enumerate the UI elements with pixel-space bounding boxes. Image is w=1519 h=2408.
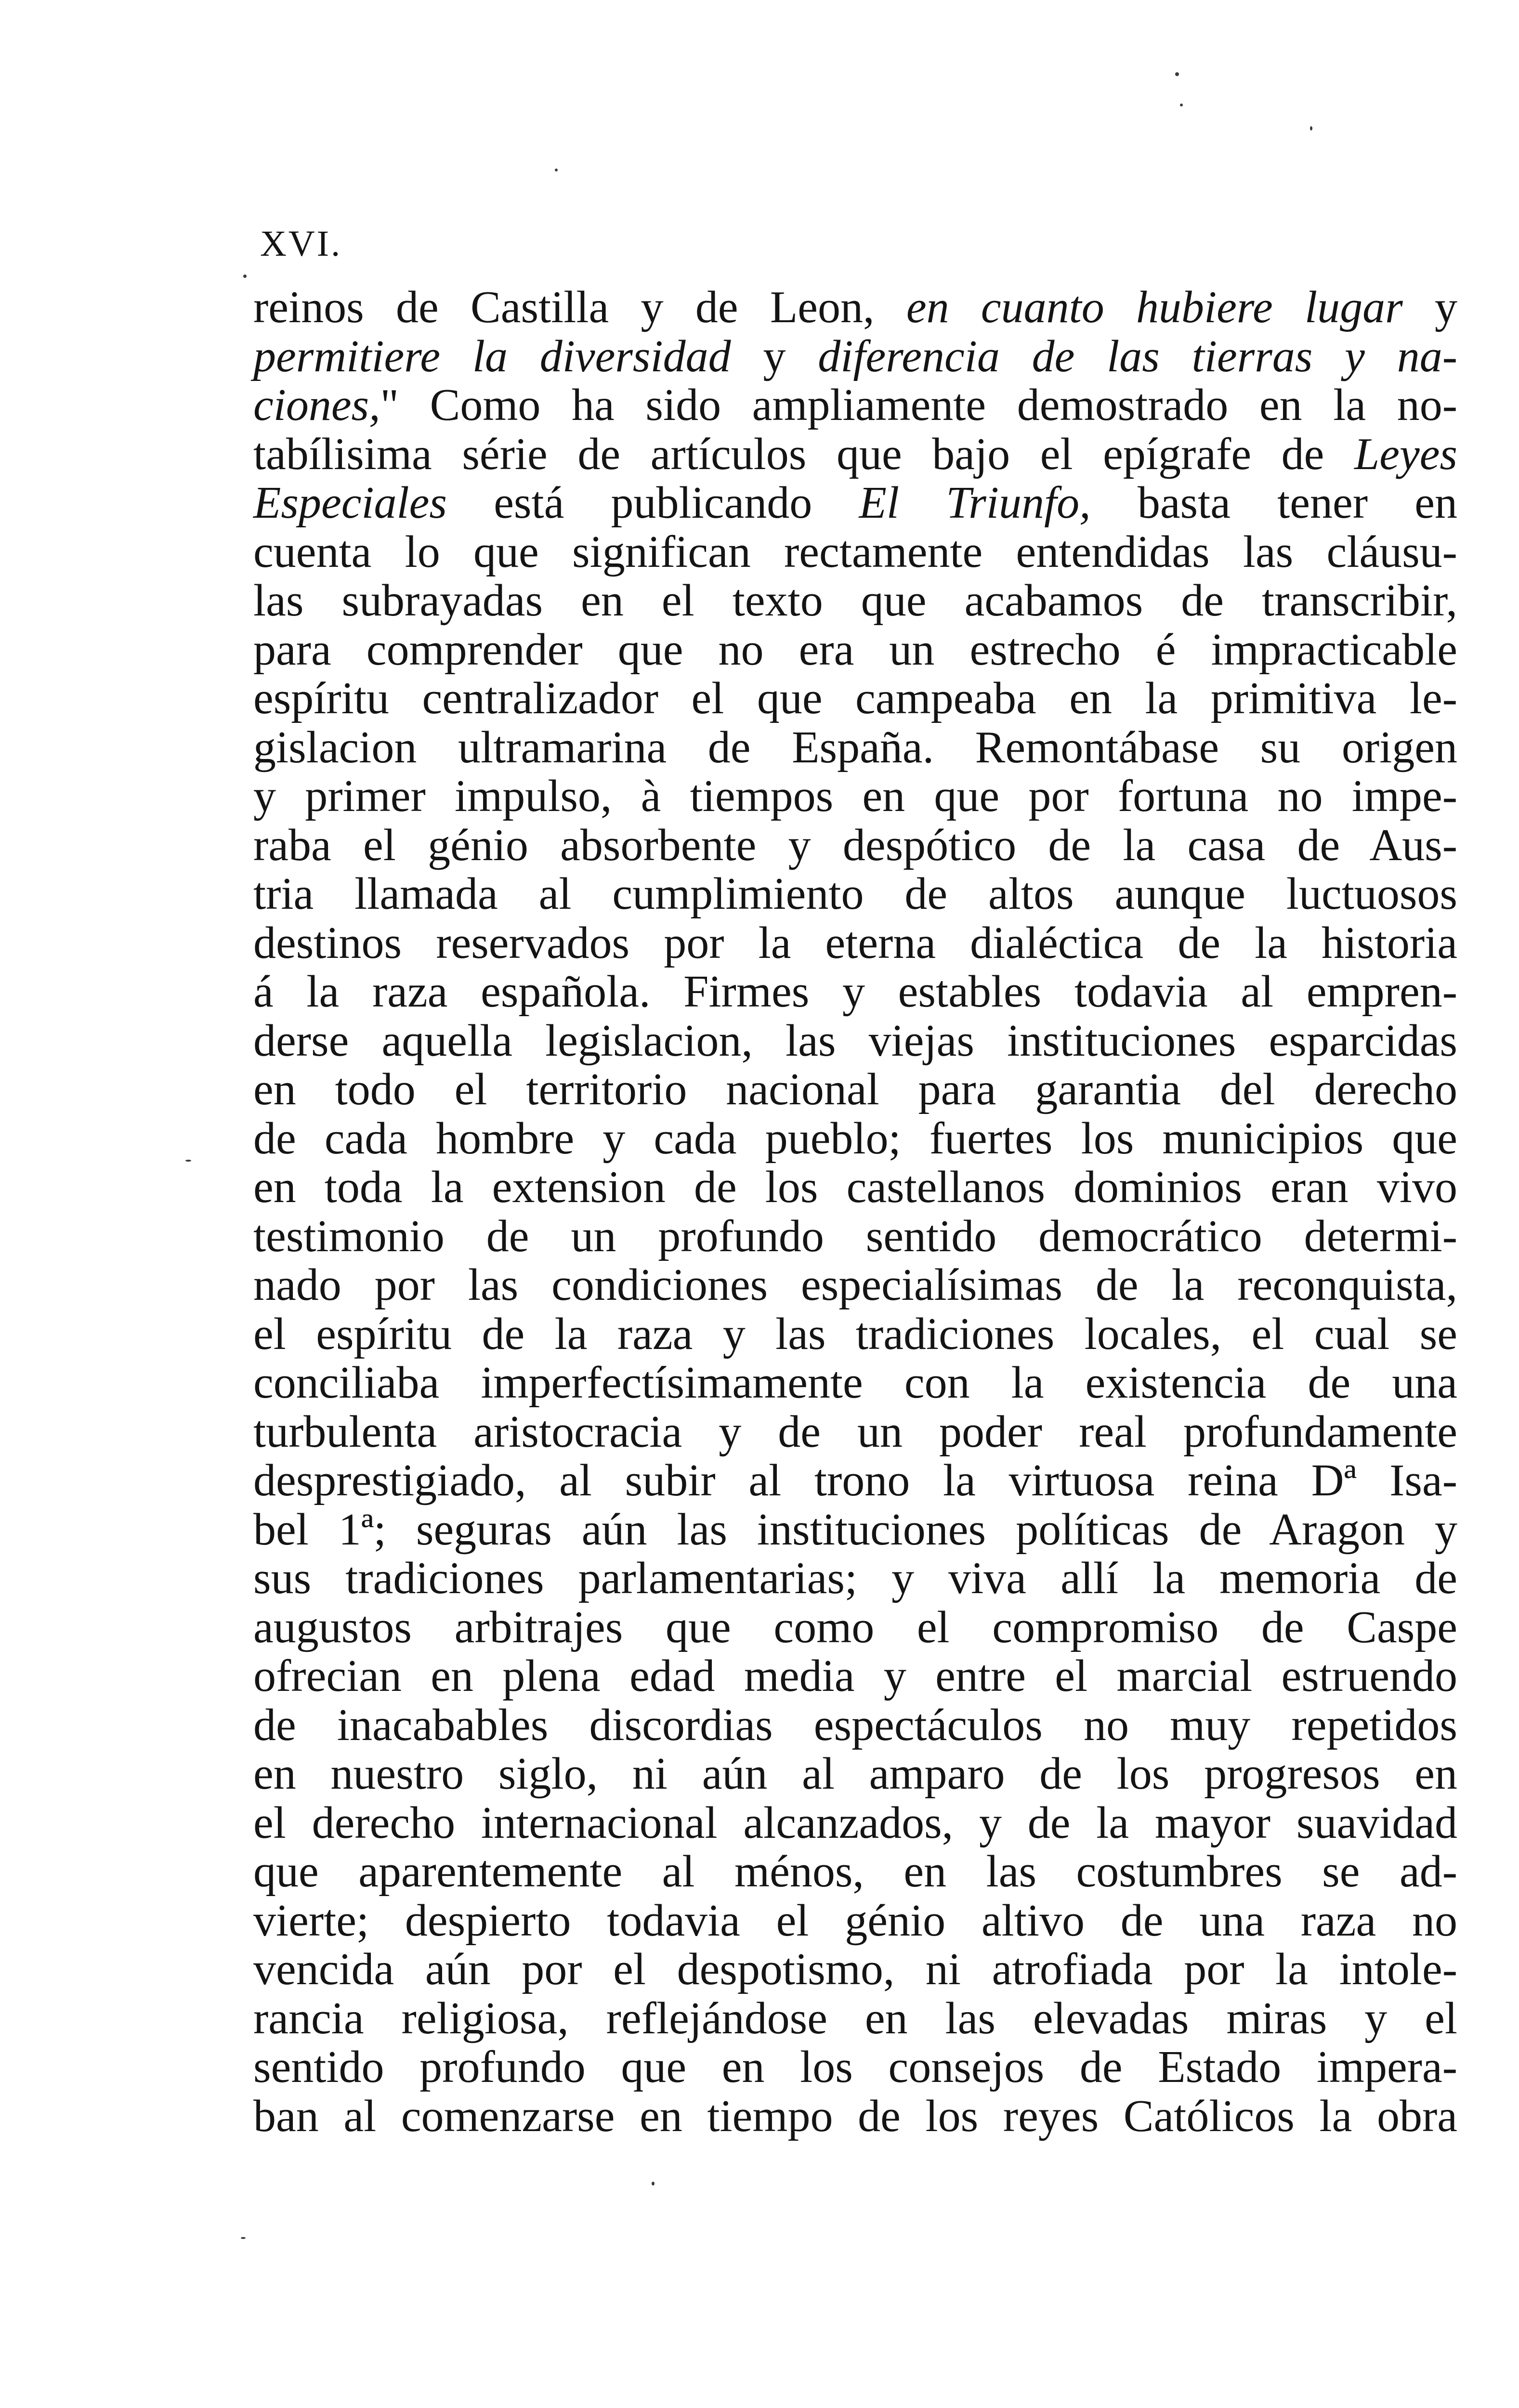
text-run: de cada hombre y cada pueblo; fuertes los municipios que bbox=[253, 1113, 1457, 1164]
text-line bbox=[253, 1114, 1457, 1164]
text-run: reinos de Castilla y de Leon, bbox=[253, 282, 906, 332]
scan-speck bbox=[1175, 72, 1179, 76]
scan-speck bbox=[652, 2182, 655, 2186]
text-line bbox=[253, 1310, 1457, 1359]
text-line bbox=[253, 1603, 1457, 1652]
text-run: rancia religiosa, reflejándose en las elevadas miras y el bbox=[253, 1993, 1457, 2043]
text-line bbox=[253, 626, 1457, 675]
text-run: las subrayadas en el texto que acabamos de transcribir, bbox=[253, 576, 1457, 626]
text-run: desprestigiado, al subir al trono la virtuosa reina Dª Isa- bbox=[253, 1455, 1457, 1505]
text-line bbox=[253, 1994, 1457, 2043]
text-line bbox=[253, 919, 1457, 968]
italic-text: Especiales bbox=[253, 478, 447, 528]
text-run: testimonio de un profundo sentido democrático determi- bbox=[253, 1211, 1457, 1261]
text-run: tabílisima série de artículos que bajo el epígrafe de bbox=[253, 429, 1354, 479]
italic-text: permitiere la diversidad bbox=[253, 331, 731, 381]
text-line bbox=[253, 332, 1457, 381]
italic-text: El Triunfo, bbox=[859, 478, 1091, 528]
text-line bbox=[253, 1945, 1457, 1994]
scan-speck bbox=[185, 1160, 191, 1162]
text-run: sentido profundo que en los consejos de Estado impera- bbox=[253, 2042, 1457, 2092]
italic-text: ciones, bbox=[253, 380, 380, 430]
text-run: tria llamada al cumplimiento de altos aunque luctuosos bbox=[253, 869, 1457, 919]
text-run: en toda la extension de los castellanos dominios eran vivo bbox=[253, 1162, 1457, 1212]
text-line bbox=[253, 1017, 1457, 1066]
text-run: nado por las condiciones especialísimas de la reconquista, bbox=[253, 1260, 1457, 1310]
text-run: á la raza española. Firmes y estables todavia al empren- bbox=[253, 967, 1457, 1017]
text-line bbox=[253, 1261, 1457, 1310]
scan-speck bbox=[1310, 126, 1312, 131]
text-run: ofrecian en plena edad media y entre el marcial estruendo bbox=[253, 1651, 1457, 1701]
text-line bbox=[253, 1554, 1457, 1603]
text-run: el derecho internacional alcanzados, y de la mayor suavidad bbox=[253, 1797, 1457, 1848]
text-run: y bbox=[1402, 282, 1457, 332]
text-run: bel 1ª; seguras aún las instituciones políticas de Aragon y bbox=[253, 1504, 1457, 1555]
text-run: que aparentemente al ménos, en las costumbres se ad- bbox=[253, 1846, 1457, 1897]
text-line bbox=[253, 1701, 1457, 1750]
text-line bbox=[253, 968, 1457, 1017]
text-line bbox=[253, 2043, 1457, 2092]
text-line bbox=[253, 2092, 1457, 2141]
italic-text: diferencia de las tierras y na- bbox=[818, 331, 1458, 381]
text-line bbox=[253, 1163, 1457, 1212]
text-run: vierte; despierto todavia el génio altivo de una raza no bbox=[253, 1895, 1457, 1946]
text-line bbox=[253, 576, 1457, 626]
text-run: ban al comenzarse en tiempo de los reyes Católicos la obra bbox=[253, 2091, 1457, 2141]
body-text bbox=[253, 283, 1457, 2141]
text-line bbox=[253, 723, 1457, 772]
text-line bbox=[253, 870, 1457, 919]
text-run: espíritu centralizador el que campeaba en la primitiva le- bbox=[253, 673, 1457, 723]
text-run: augustos arbitrajes que como el compromiso de Caspe bbox=[253, 1602, 1457, 1652]
text-run: el espíritu de la raza y las tradiciones locales, el cual se bbox=[253, 1309, 1457, 1359]
text-run: y primer impulso, à tiempos en que por fortuna no impe- bbox=[253, 771, 1457, 821]
text-line bbox=[253, 1065, 1457, 1114]
text-line bbox=[253, 283, 1457, 332]
text-line bbox=[253, 381, 1457, 430]
text-run: destinos reservados por la eterna dialéctica de la historia bbox=[253, 917, 1457, 968]
text-line bbox=[253, 1799, 1457, 1848]
text-line bbox=[253, 1505, 1457, 1555]
text-line bbox=[253, 821, 1457, 870]
text-run: en nuestro siglo, ni aún al amparo de los progresos en bbox=[253, 1749, 1457, 1799]
text-run: vencida aún por el despotismo, ni atrofiada por la intole- bbox=[253, 1944, 1457, 1994]
text-run: de inacabables discordias espectáculos no muy repetidos bbox=[253, 1700, 1457, 1750]
text-line bbox=[253, 1750, 1457, 1799]
text-line bbox=[253, 1456, 1457, 1505]
text-run: para comprender que no era un estrecho é impracticable bbox=[253, 624, 1457, 675]
text-run: gislacion ultramarina de España. Remontábase su origen bbox=[253, 722, 1457, 772]
page-number: XVI. bbox=[260, 223, 342, 264]
italic-text: en cuanto hubiere lugar bbox=[906, 282, 1403, 332]
text-line bbox=[253, 1652, 1457, 1701]
text-line bbox=[253, 772, 1457, 821]
text-run: " Como ha sido ampliamente demostrado en la no- bbox=[380, 380, 1457, 430]
text-line bbox=[253, 1847, 1457, 1897]
scan-speck bbox=[555, 169, 558, 171]
italic-text: Leyes bbox=[1354, 429, 1457, 479]
scan-speck bbox=[241, 2237, 246, 2239]
text-line bbox=[253, 430, 1457, 479]
text-run: derse aquella legislacion, las viejas instituciones esparcidas bbox=[253, 1015, 1457, 1066]
text-line bbox=[253, 1359, 1457, 1408]
text-run: está publicando bbox=[446, 478, 859, 528]
text-line bbox=[253, 479, 1457, 528]
text-run: basta tener en bbox=[1090, 478, 1457, 528]
text-run: raba el génio absorbente y despótico de la casa de Aus- bbox=[253, 820, 1457, 870]
text-run: cuenta lo que significan rectamente entendidas las cláusu- bbox=[253, 526, 1457, 577]
text-run: sus tradiciones parlamentarias; y viva allí la memoria de bbox=[253, 1553, 1457, 1603]
scan-speck bbox=[1180, 104, 1183, 106]
text-line bbox=[253, 674, 1457, 723]
text-line bbox=[253, 1408, 1457, 1457]
text-run: turbulenta aristocracia y de un poder real profundamente bbox=[253, 1406, 1457, 1457]
text-line bbox=[253, 528, 1457, 577]
text-line bbox=[253, 1897, 1457, 1946]
text-line bbox=[253, 1212, 1457, 1261]
scan-speck bbox=[243, 275, 247, 278]
text-run: conciliaba imperfectísimamente con la existencia de una bbox=[253, 1358, 1457, 1408]
text-run: en todo el territorio nacional para garantia del derecho bbox=[253, 1064, 1457, 1114]
text-run: y bbox=[731, 331, 818, 381]
